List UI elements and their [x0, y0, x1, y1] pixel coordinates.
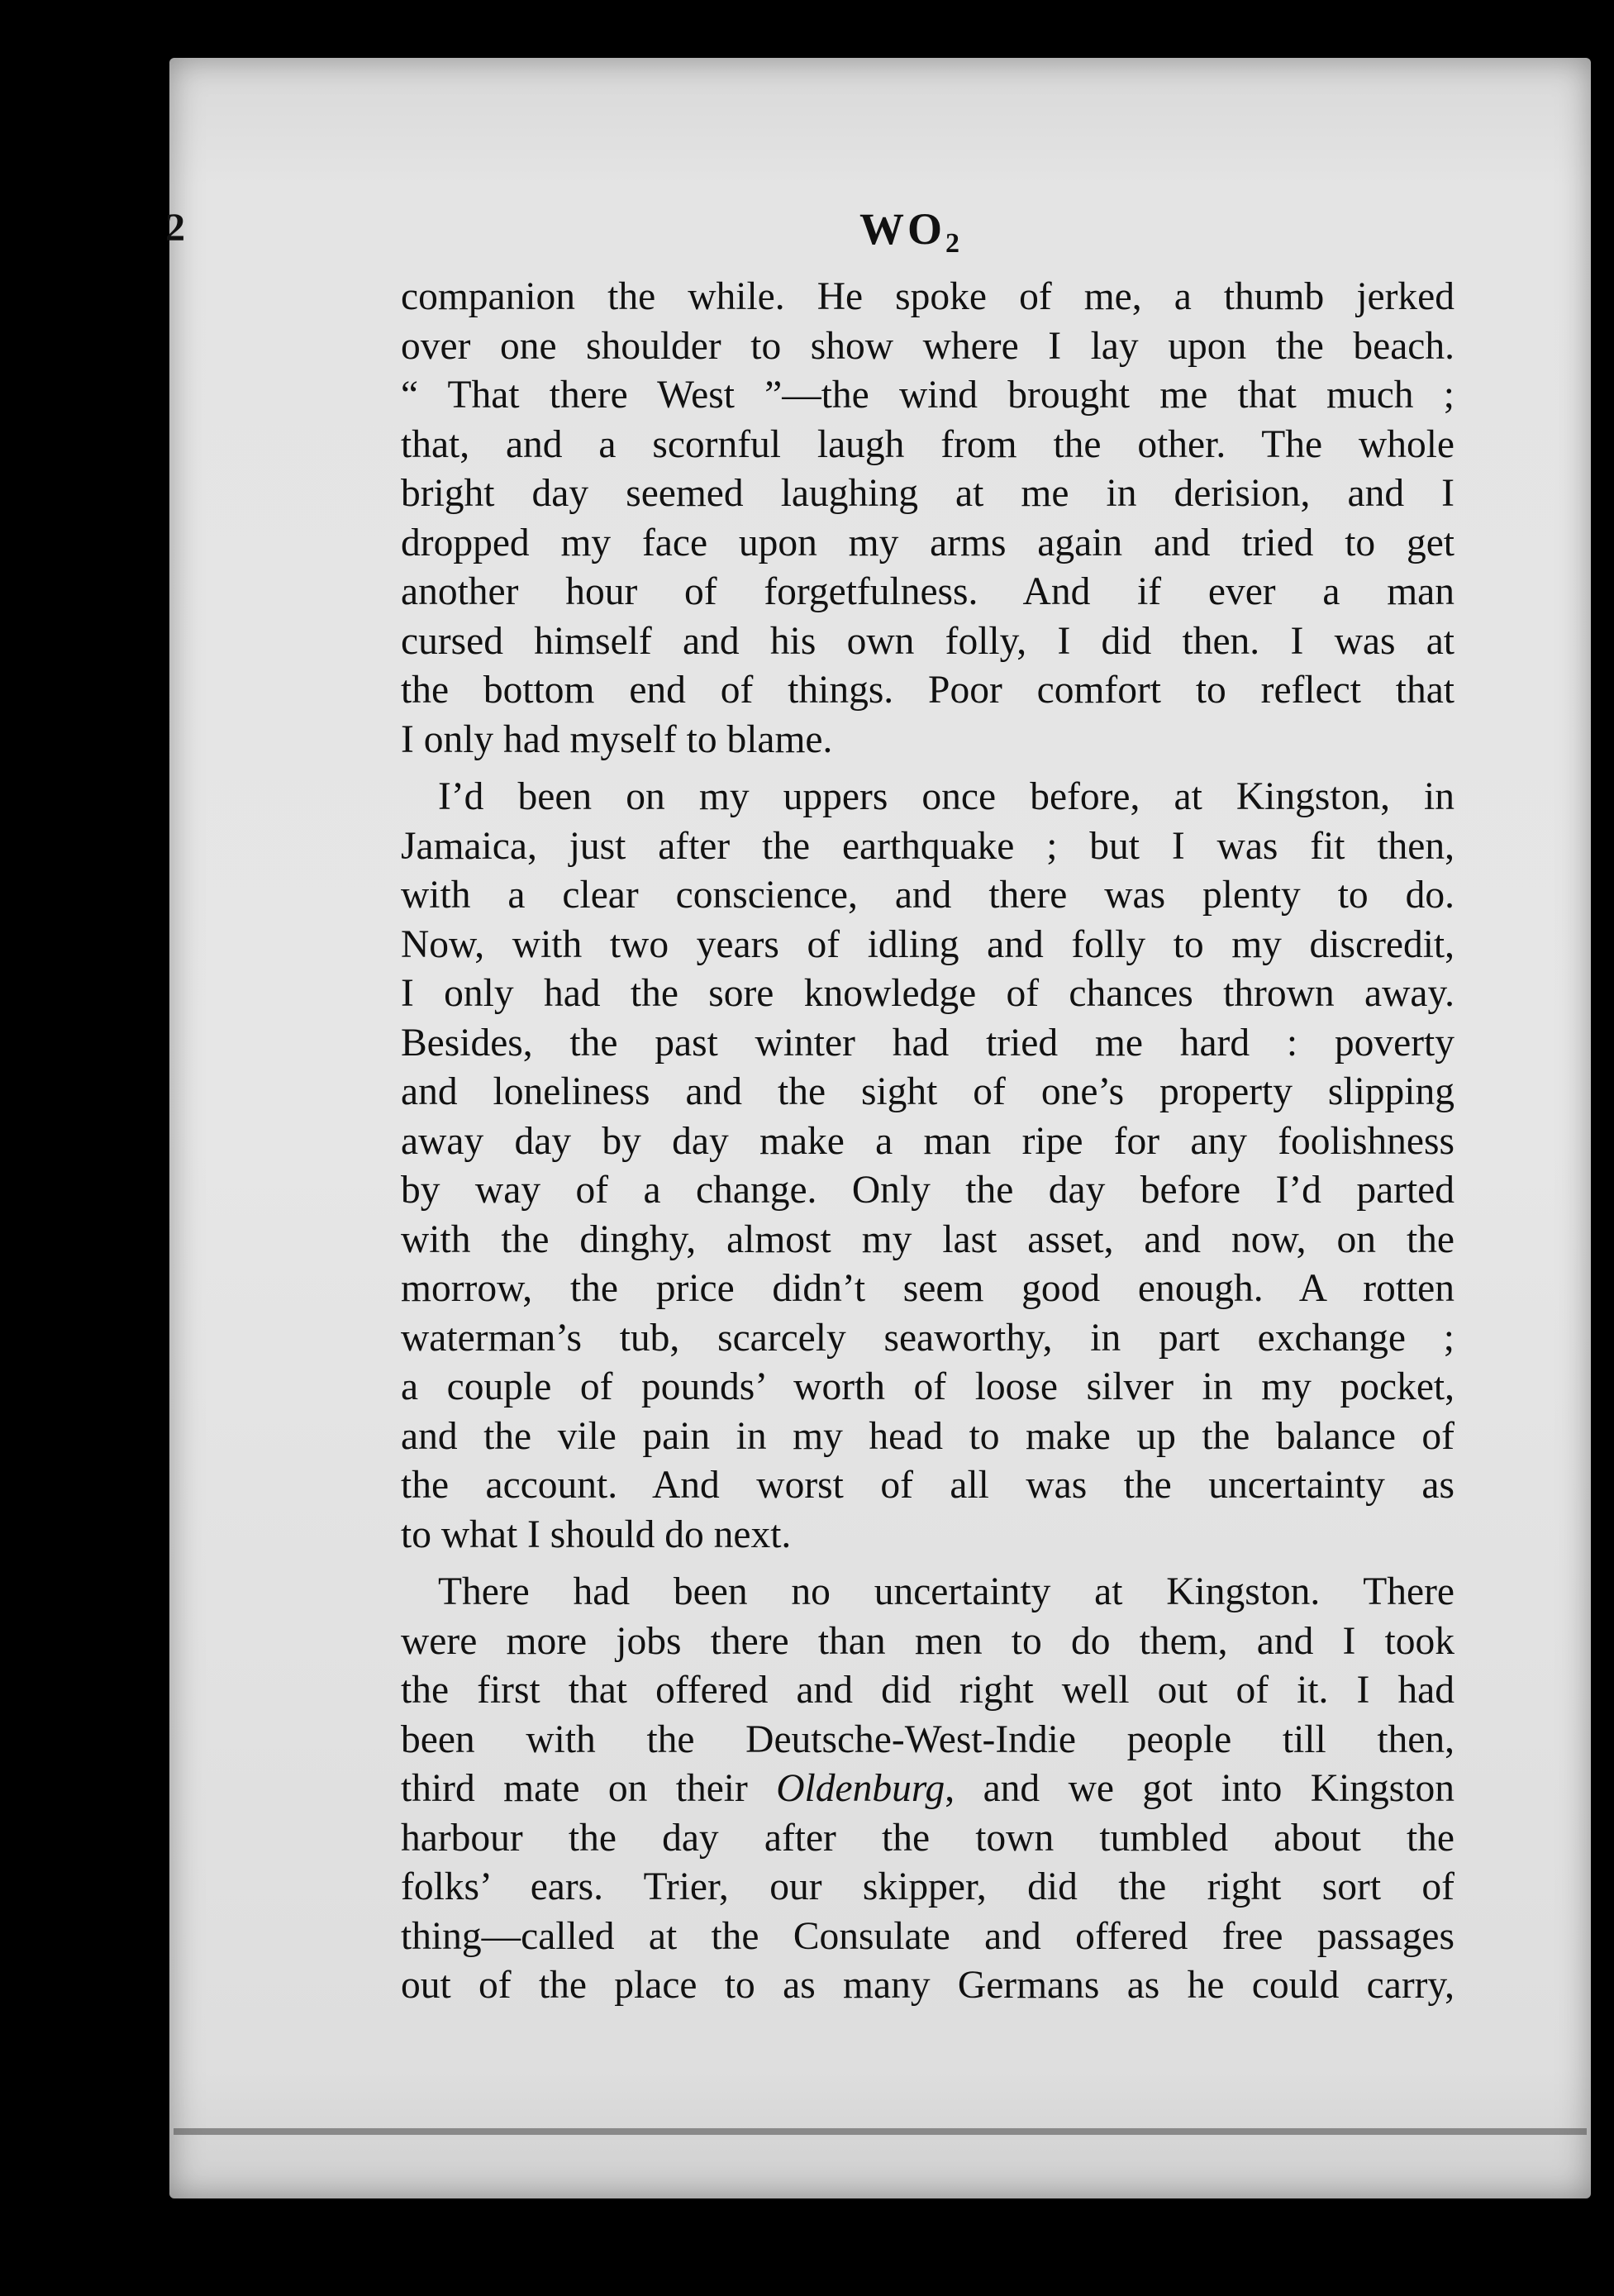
text-line: the bottom end of things. Poor comfort to reflect that — [401, 669, 1455, 712]
text-line: folks’ ears. Trier, our skipper, did the right sort of — [401, 1865, 1455, 1908]
text-line: with a clear conscience, and there was plenty to do. — [401, 874, 1455, 917]
paragraph-2 — [401, 773, 1455, 1560]
text-line: waterman’s tub, scarcely seaworthy, in part exchange ; — [401, 1316, 1455, 1360]
paragraph-3 — [401, 1568, 1455, 2011]
text-line: and the vile pain in my head to make up the balance of — [401, 1414, 1455, 1458]
ship-name: Oldenburg — [776, 1767, 945, 1810]
text-line: Now, with two years of idling and folly to my discredit, — [401, 922, 1455, 966]
page-number: 2 — [165, 206, 185, 250]
text-line: There had been no uncertainty at Kingston. There — [438, 1570, 1455, 1613]
text-line: over one shoulder to show where I lay upon the beach. — [401, 324, 1455, 368]
text-line: another hour of forgetfulness. And if ever a man — [401, 570, 1455, 613]
text-line: were more jobs there than men to do them, and I took — [401, 1619, 1455, 1663]
text-line: I only had myself to blame. — [401, 717, 833, 761]
text-line: been with the Deutsche-West-Indie people till then, — [401, 1717, 1455, 1761]
running-title-subscript: 2 — [945, 228, 960, 259]
text-line: “ That there West ”—the wind brought me that much ; — [401, 374, 1455, 417]
text-line: I’d been on my uppers once before, at Kingston, in — [438, 775, 1455, 818]
text-line: thing—called at the Consulate and offered free passages — [401, 1914, 1455, 1958]
text-line: the account. And worst of all was the uncertainty as — [401, 1464, 1455, 1507]
text-line: to what I should do next. — [401, 1512, 792, 1556]
text-line: dropped my face upon my arms again and tried to get — [401, 521, 1455, 564]
text-line: out of the place to as many Germans as he could carry, — [401, 1964, 1455, 2007]
text-line: I only had the sore knowledge of chances thrown away. — [401, 972, 1455, 1015]
text-line: third mate on their Oldenburg, and we got into Kingston — [401, 1767, 1455, 1810]
text-line: away day by day make a man ripe for any foolishness — [401, 1119, 1455, 1163]
text-line: Jamaica, just after the earthquake ; but I was fit then, — [401, 824, 1455, 868]
text-line: and loneliness and the sight of one’s property slipping — [401, 1070, 1455, 1113]
running-title-text: WO — [859, 204, 946, 254]
running-title — [859, 203, 959, 260]
text-line: bright day seemed laughing at me in derision, and I — [401, 472, 1455, 515]
page-bottom-edge — [174, 2128, 1587, 2135]
text-line: morrow, the price didn’t seem good enough. A rotten — [401, 1267, 1455, 1310]
text-line: Besides, the past winter had tried me hard : poverty — [401, 1021, 1455, 1065]
text-line: with the dinghy, almost my last asset, and now, on the — [401, 1217, 1455, 1261]
text-line: cursed himself and his own folly, I did then. I was at — [401, 619, 1455, 663]
text-line: that, and a scornful laugh from the other. The whole — [401, 422, 1455, 466]
body-text — [401, 273, 1455, 2011]
text-line: a couple of pounds’ worth of loose silver in my pocket, — [401, 1365, 1455, 1408]
text-line: companion the while. He spoke of me, a thumb jerked — [401, 275, 1455, 318]
paragraph-1 — [401, 273, 1455, 765]
text-line: by way of a change. Only the day before I’d parted — [401, 1169, 1455, 1212]
text-line: harbour the day after the town tumbled about the — [401, 1816, 1455, 1860]
text-line: the first that offered and did right well out of it. I had — [401, 1669, 1455, 1712]
